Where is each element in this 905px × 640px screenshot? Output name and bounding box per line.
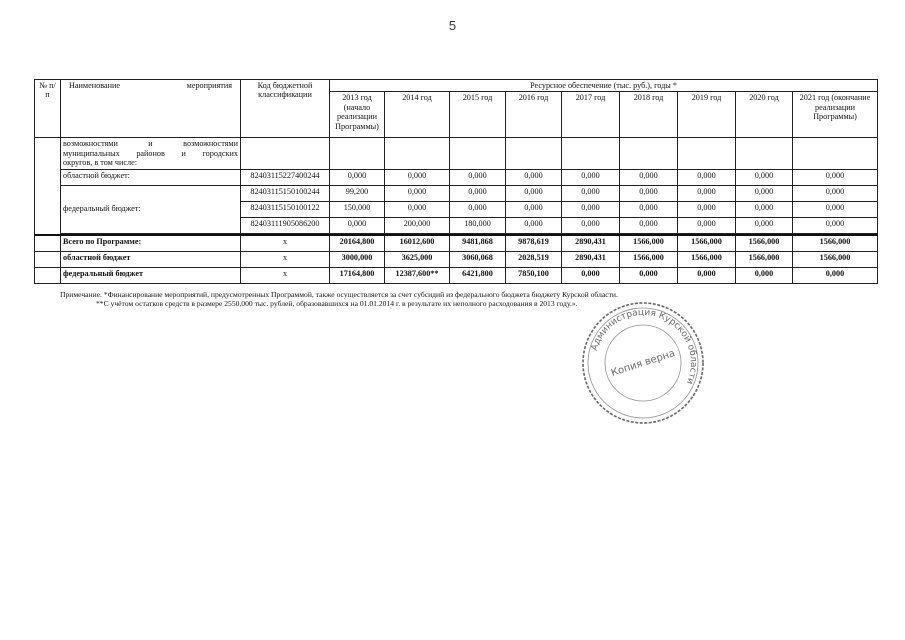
value-cell: 6421,800 (450, 267, 506, 283)
year-header: 2015 год (450, 92, 506, 138)
value-cell: 0,000 (620, 217, 678, 233)
row-code: х (241, 251, 330, 267)
col-header-num: № п/ п (35, 80, 61, 138)
value-cell: 0,000 (506, 185, 562, 201)
value-cell: 0,000 (620, 169, 678, 185)
value-cell: 0,000 (562, 267, 620, 283)
value-cell: 0,000 (736, 169, 793, 185)
value-cell: 3060,068 (450, 251, 506, 267)
col-header-name-left: Наименование (69, 81, 121, 90)
table-row-regional (35, 169, 878, 185)
year-header: 2014 год (385, 92, 450, 138)
value-cell: 1566,000 (736, 235, 793, 251)
value-cell: 1566,000 (736, 251, 793, 267)
value-cell: 99,200 (330, 185, 385, 201)
value-cell: 0,000 (620, 185, 678, 201)
cell-num (35, 235, 61, 251)
value-cell: 0,000 (620, 201, 678, 217)
footnote-1: Примечание. *Финансирование мероприятий, предусмотренных Программой, также осуществляется за счет субсидий из федерального бюджета бюджету Курской области. (60, 290, 618, 299)
value-cell: 7850,100 (506, 267, 562, 283)
value-cell: 0,000 (562, 185, 620, 201)
value-cell: 3000,000 (330, 251, 385, 267)
year-header: 2020 год (736, 92, 793, 138)
value-cell: 12387,600** (385, 267, 450, 283)
cell-empty (562, 138, 620, 169)
cell-empty (736, 138, 793, 169)
value-cell: 0,000 (562, 169, 620, 185)
value-cell: 0,000 (506, 217, 562, 233)
value-cell: 200,000 (385, 217, 450, 233)
table-row-total (35, 235, 878, 251)
value-cell: 20164,800 (330, 235, 385, 251)
value-cell: 0,000 (330, 169, 385, 185)
cell-empty (241, 138, 330, 169)
cell-empty (620, 138, 678, 169)
year-header: 2016 год (506, 92, 562, 138)
value-cell: 0,000 (678, 217, 736, 233)
value-cell: 0,000 (793, 169, 878, 185)
year-header: 2017 год (562, 92, 620, 138)
value-cell: 180,000 (450, 217, 506, 233)
page-number: 5 (448, 18, 457, 33)
value-cell: 0,000 (678, 185, 736, 201)
col-header-code: Код бюджетной классификации (241, 80, 330, 138)
year-header: 2021 год (окончание реализации Программы) (793, 92, 878, 138)
value-cell: 0,000 (678, 201, 736, 217)
cell-num (35, 251, 61, 267)
cell-num (35, 267, 61, 283)
row-label: областной бюджет: (61, 169, 241, 185)
col-header-name-right: мероприятия (186, 81, 232, 90)
value-cell: 0,000 (385, 185, 450, 201)
value-cell: 0,000 (793, 185, 878, 201)
year-header: 2019 год (678, 92, 736, 138)
col-header-resources: Ресурсное обеспечение (тыс. руб.), годы * (330, 80, 878, 92)
cell-empty (330, 138, 385, 169)
official-seal (578, 298, 708, 428)
value-cell: 9481,868 (450, 235, 506, 251)
row-label: Всего по Программе: (61, 235, 241, 251)
value-cell: 0,000 (736, 185, 793, 201)
cell-empty (678, 138, 736, 169)
seal-center-text: Копия верна (609, 347, 677, 379)
value-cell: 1566,000 (793, 251, 878, 267)
value-cell: 17164,800 (330, 267, 385, 283)
value-cell: 1566,000 (620, 251, 678, 267)
value-cell: 0,000 (506, 169, 562, 185)
table-row-total-regional (35, 251, 878, 267)
value-cell: 0,000 (736, 267, 793, 283)
footnote-2: **С учётом остатков средств в размере 2550,000 тыс. рублей, образовавшихся на 01.01.2014 г. в результате их неполного расходования в 2013 году.». (96, 299, 578, 309)
value-cell: 2028,519 (506, 251, 562, 267)
value-cell: 3625,000 (385, 251, 450, 267)
cell-name-continuation (61, 138, 241, 169)
value-cell: 9878,619 (506, 235, 562, 251)
header-row-1 (35, 80, 878, 92)
footnotes (60, 290, 860, 309)
value-cell: 1566,000 (678, 235, 736, 251)
value-cell: 0,000 (330, 217, 385, 233)
value-cell: 0,000 (793, 201, 878, 217)
value-cell: 0,000 (562, 217, 620, 233)
value-cell: 0,000 (506, 201, 562, 217)
cont-line-1: возможностями и возможностями (63, 139, 238, 149)
value-cell: 0,000 (385, 169, 450, 185)
value-cell: 0,000 (562, 201, 620, 217)
value-cell: 0,000 (620, 267, 678, 283)
table-row-continuation (35, 138, 878, 169)
cell-empty (450, 138, 506, 169)
row-label: федеральный бюджет: (61, 185, 241, 233)
cell-empty (793, 138, 878, 169)
value-cell: 0,000 (450, 185, 506, 201)
row-label: федеральный бюджет (61, 267, 241, 283)
value-cell: 0,000 (450, 201, 506, 217)
value-cell: 1566,000 (793, 235, 878, 251)
value-cell: 150,000 (330, 201, 385, 217)
year-header: 2018 год (620, 92, 678, 138)
value-cell: 0,000 (736, 217, 793, 233)
value-cell: 0,000 (793, 217, 878, 233)
value-cell: 1566,000 (620, 235, 678, 251)
value-cell: 2890,431 (562, 235, 620, 251)
cell-num (35, 138, 61, 235)
row-code: х (241, 235, 330, 251)
value-cell: 0,000 (450, 169, 506, 185)
budget-table (34, 79, 878, 284)
col-header-name (61, 80, 241, 138)
value-cell: 0,000 (736, 201, 793, 217)
cell-empty (506, 138, 562, 169)
table-row-total-federal (35, 267, 878, 283)
year-header: 2013 год (начало реализации Программы) (330, 92, 385, 138)
row-code: 82403115150100122 (241, 201, 330, 217)
cont-line-2: муниципальных районов и городских (63, 148, 238, 158)
row-label: областной бюджет (61, 251, 241, 267)
seal-ring-text: Администрация Курской области (589, 307, 699, 386)
value-cell: 2890,431 (562, 251, 620, 267)
cont-line-3: округов, в том числе: (63, 158, 138, 168)
value-cell: 16012,600 (385, 235, 450, 251)
value-cell: 1566,000 (678, 251, 736, 267)
cell-empty (385, 138, 450, 169)
svg-text:Администрация Курской области (590, 308, 698, 386)
row-code: 82403115150100244 (241, 185, 330, 201)
table-row-federal-1 (35, 185, 878, 201)
value-cell: 0,000 (385, 201, 450, 217)
value-cell: 0,000 (793, 267, 878, 283)
value-cell: 0,000 (678, 169, 736, 185)
row-code: 82403115227400244 (241, 169, 330, 185)
row-code: х (241, 267, 330, 283)
value-cell: 0,000 (678, 267, 736, 283)
row-code: 82403111905086200 (241, 217, 330, 233)
